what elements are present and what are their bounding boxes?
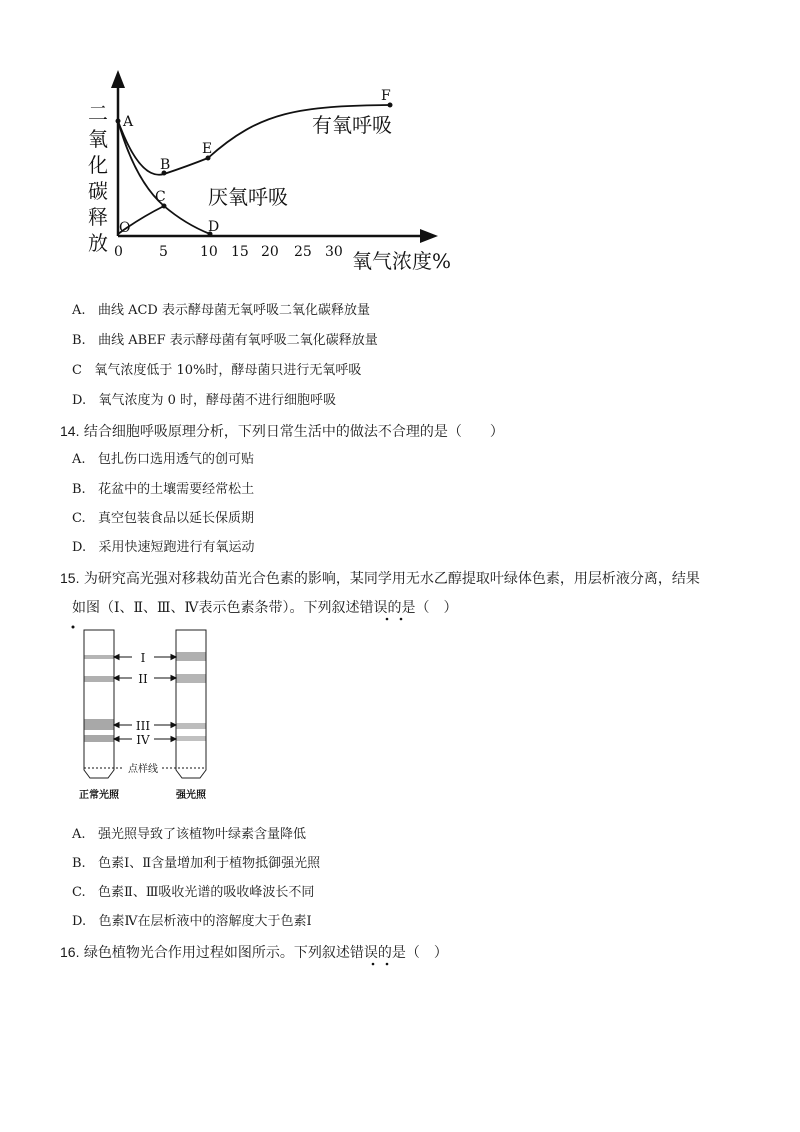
band-strong-1 bbox=[177, 652, 206, 661]
x-tick-15: 15 bbox=[231, 244, 249, 260]
small-dot-mark bbox=[72, 626, 75, 629]
band-normal-3 bbox=[85, 719, 114, 730]
label-e: E bbox=[202, 141, 213, 157]
ylabel-char-3: 化 bbox=[88, 153, 108, 177]
q15-option-a: A. 强光照导致了该植物叶绿素含量降低 bbox=[72, 827, 306, 842]
q14-stem: 14. 结合细胞呼吸原理分析，下列日常生活中的做法不合理的是（ ） bbox=[60, 423, 504, 440]
emphasis-wrong: 错误 bbox=[359, 600, 388, 616]
q13-option-a: A. 曲线 ACD 表示酵母菌无氧呼吸二氧化碳释放量 bbox=[72, 303, 370, 318]
q13-option-b: B. 曲线 ABEF 表示酵母菌有氧呼吸二氧化碳释放量 bbox=[72, 333, 378, 348]
y-axis-arrow bbox=[111, 70, 125, 88]
band-label-3: III bbox=[135, 719, 151, 733]
label-o: O bbox=[119, 220, 131, 236]
aerobic-label: 有氧呼吸 bbox=[312, 113, 392, 137]
q13-option-c: C 氧气浓度低于 10%时，酵母菌只进行无氧呼吸 bbox=[72, 363, 362, 378]
q14-option-a: A. 包扎伤口选用透气的创可贴 bbox=[72, 452, 254, 467]
curve-acd bbox=[118, 121, 213, 234]
ylabel-char-2: 氧 bbox=[88, 127, 108, 151]
q15-option-c: C. 色素Ⅱ、Ⅲ吸收光谱的吸收峰波长不同 bbox=[72, 885, 315, 900]
ylabel-char-4: 碳 bbox=[88, 179, 108, 203]
q14-option-b: B. 花盆中的土壤需要经常松土 bbox=[72, 482, 255, 497]
band-label-2: II bbox=[138, 672, 148, 686]
anaerobic-label: 厌氧呼吸 bbox=[208, 185, 288, 209]
ylabel-char-5: 释 bbox=[88, 205, 108, 229]
q16-number: 16. bbox=[60, 944, 80, 960]
band-label-1: I bbox=[140, 651, 146, 665]
q13-option-d: D. 氧气浓度为 0 时，酵母菌不进行细胞呼吸 bbox=[72, 393, 337, 408]
label-f: F bbox=[381, 88, 391, 104]
caption-strong-light: 强光照 bbox=[176, 790, 206, 801]
x-tick-0: 0 bbox=[114, 244, 123, 260]
point-a bbox=[116, 119, 121, 124]
q14-option-c: C. 真空包装食品以延长保质期 bbox=[72, 511, 255, 526]
label-d: D bbox=[208, 219, 220, 235]
x-tick-20: 20 bbox=[261, 244, 279, 260]
band-label-4: IV bbox=[136, 733, 150, 747]
strip-normal-light bbox=[84, 630, 114, 778]
caption-normal-light: 正常光照 bbox=[79, 790, 119, 801]
q16-stem: 16. 绿色植物光合作用过程如图所示。下列叙述错误的是（ ） bbox=[60, 944, 448, 961]
q15-stem-line1: 15. 为研究高光强对移栽幼苗光合色素的影响，某同学用无水乙醇提取叶绿体色素，用层析液分离，结果 bbox=[60, 570, 700, 587]
x-tick-5: 5 bbox=[159, 244, 168, 260]
x-tick-30: 30 bbox=[325, 244, 343, 260]
band-strong-3 bbox=[177, 723, 206, 729]
baseline-label: 点样线 bbox=[128, 764, 158, 775]
band-strong-4 bbox=[177, 736, 206, 741]
q15-option-d: D. 色素Ⅳ在层析液中的溶解度大于色素Ⅰ bbox=[72, 914, 312, 929]
chromatography-figure bbox=[70, 622, 230, 804]
band-strong-2 bbox=[177, 674, 206, 683]
q15-stem-line2: 如图（Ⅰ、Ⅱ、Ⅲ、Ⅳ表示色素条带）。下列叙述错误的是（ ） bbox=[72, 600, 458, 616]
emphasis-dots-q15 bbox=[380, 616, 410, 622]
ylabel-char-6: 放 bbox=[88, 231, 108, 255]
emphasis-dots-q16 bbox=[366, 961, 396, 967]
band-normal-4 bbox=[85, 735, 114, 742]
x-axis-label: 氧气浓度% bbox=[352, 249, 452, 273]
x-tick-25: 25 bbox=[294, 244, 312, 260]
x-tick-10: 10 bbox=[200, 244, 218, 260]
band-normal-1 bbox=[85, 655, 114, 659]
x-axis-arrow bbox=[420, 229, 438, 243]
label-c: C bbox=[155, 189, 166, 205]
q14-option-d: D. 采用快速短跑进行有氧运动 bbox=[72, 540, 255, 555]
q14-number: 14. bbox=[60, 423, 80, 439]
q15-option-b: B. 色素Ⅰ、Ⅱ含量增加利于植物抵御强光照 bbox=[72, 856, 321, 871]
q15-number: 15. bbox=[60, 570, 80, 586]
label-a: A bbox=[123, 114, 134, 130]
co2-release-chart bbox=[80, 66, 480, 278]
ylabel-char-1: 二 bbox=[88, 101, 108, 125]
emphasis-wrong-q16: 错误 bbox=[349, 945, 378, 961]
band-normal-2 bbox=[85, 676, 114, 682]
label-b: B bbox=[160, 157, 171, 173]
